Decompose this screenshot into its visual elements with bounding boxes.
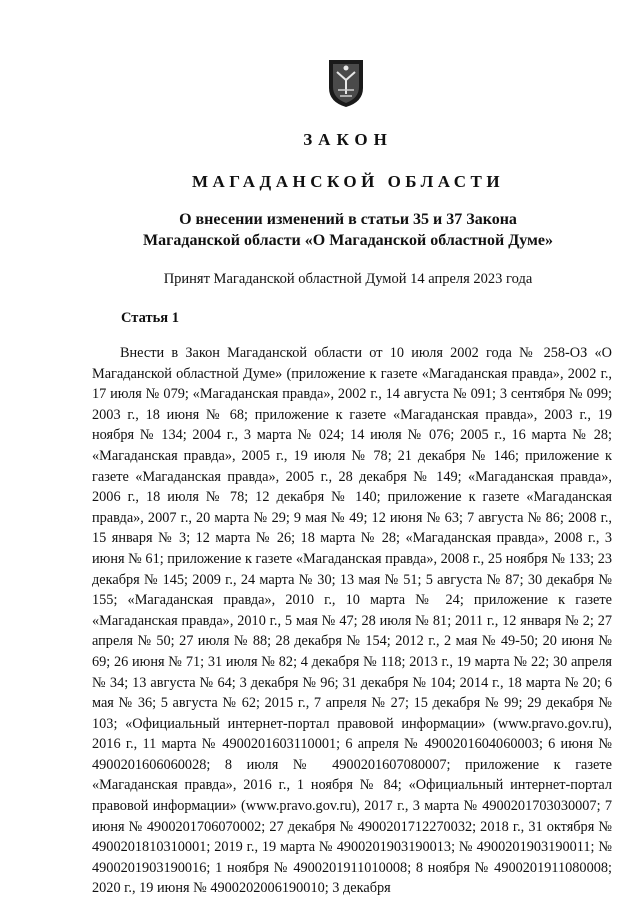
article-body: Внести в Закон Магаданской области от 10 июля 2002 года № 258-ОЗ «О Магаданской областной Думе» (приложение к газете «Магаданская правда», 2002 г., 17 июля № 079; «Магаданская правда», 2002 г., 14 августа № 091; 3 сентября № 099; 2003 г., 18 июня № 68; приложение к газете «Магаданская правда», 2003 г., 19 ноября № 134; 2004 г., 3 марта № 024; 14 июля № 076; 2005 г., 16 марта № 28; «Магаданская правда», 2005 г., 19 июля № 78; 21 декабря № 146; приложение к газете «Магаданская правда», 2005 г., 28 декабря № 149; «Магаданская правда», 2006 г., 18 июля № 78; 12 декабря № 140; приложение к газете «Магаданская правда», 2007 г., 20 марта № 29; 9 мая № 49; 12 июня № 63; 7 августа № 86; 2008 г., 15 января № 3; 12 марта № 26; 18 марта № 28; «Магаданская правда», 2008 г., 3 июня № 61; приложение к газете «Магаданская правда», 2008 г., 25 ноября № 133; 23 декабря № 145; 2009 г., 24 марта № 30; 13 мая № 51; 5 августа № 87; 30 декабря № 155; «Магаданская правда», 2010 г., 10 марта № 24; приложение к газете «Магаданская правда», 2010 г., 5 мая № 47; 28 июля № 81; 2011 г., 12 января № 2; 27 апреля № 50; 27 июля № 88; 28 декабря № 154; 2012 г., 2 мая № 49-50; 20 июня № 69; 26 июня № 71; 31 июля № 82; 4 декабря № 118; 2013 г., 19 марта № 22; 30 апреля № 34; 13 августа № 64; 3 декабря № 96; 31 декабря № 104; 2014 г., 18 марта № 20; 6 мая № 36; 5 августа № 62; 2015 г., 7 апреля № 27; 15 декабря № 99; 29 декабря № 103; «Официальный интернет-портал правовой информации» (www.pravo.gov.ru), 2016 г., 11 марта № 4900201603110001; 6 апреля № 4900201604060003; 6 июня № 4900201606060028; 8 июля № 4900201607080007; приложение к газете «Магаданская правда», 2016 г., 1 ноября № 84; «Официальный интернет-портал правовой информации» (www.pravo.gov.ru), 2017 г., 3 марта № 4900201703030007; 7 июня № 4900201706070002; 27 декабря № 4900201712270032; 2018 г., 31 октября № 4900201810310001; 2019 г., 19 марта № 4900201903190013; № 4900201903190011; № 4900201903190016; 1 ноября № 4900201911010008; 8 ноября № 4900201911080008; 2020 г., 19 июня № 4900202006190010; 3 декабря <box>92 345 612 897</box>
law-subject <box>0 209 640 251</box>
region-title: МАГАДАНСКОЙ ОБЛАСТИ <box>191 172 505 191</box>
article-heading: Статья 1 <box>121 310 179 326</box>
subject-line: Магаданской области «О Магаданской областной Думе» <box>143 232 553 249</box>
law-title: ЗАКОН <box>303 130 393 149</box>
adoption-note: Принят Магаданской областной Думой 14 апреля 2023 года <box>163 271 533 287</box>
coat-of-arms-icon <box>326 58 366 108</box>
subject-line: О внесении изменений в статьи 35 и 37 Закона <box>179 211 517 228</box>
